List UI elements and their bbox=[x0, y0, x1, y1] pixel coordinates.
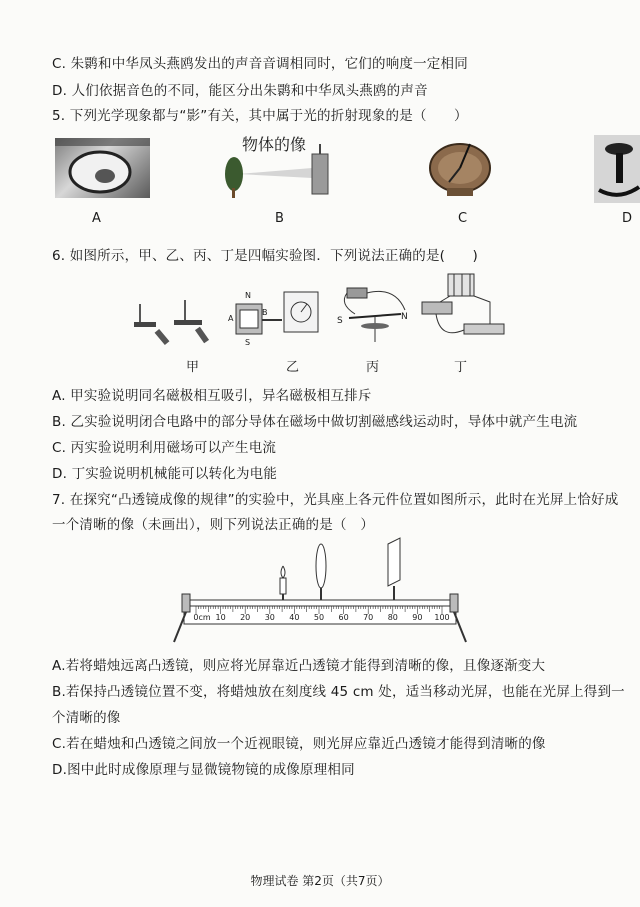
figure-optical-bench bbox=[170, 530, 470, 646]
yi-n-letter: N bbox=[245, 291, 251, 300]
figure-jia-magnets bbox=[130, 292, 220, 352]
photo-car-mirror bbox=[55, 138, 150, 198]
figure-bing-oersted bbox=[335, 280, 415, 352]
q5-label-b: B bbox=[275, 211, 284, 226]
figure-yi-induction bbox=[228, 286, 328, 352]
ruler-label: 20 bbox=[240, 613, 251, 622]
bing-s-letter: S bbox=[337, 316, 343, 326]
yi-s-letter: S bbox=[245, 338, 251, 347]
q7-option-b-line1: B.若保持凸透镜位置不变，将蜡烛放在刻度线 45 cm 处，适当移动光屏，也能在光屏上得到一 bbox=[52, 684, 625, 700]
figure-b-caption: 物体的像 bbox=[242, 135, 307, 154]
question-7-stem-line1: 7. 在探究“凸透镜成像的规律”的实验中，光具座上各元件位置如图所示，此时在光屏上恰好成 bbox=[52, 492, 619, 508]
q6-label-bing: 丙 bbox=[366, 360, 380, 375]
q7-option-c: C.若在蜡烛和凸透镜之间放一个近视眼镜，则光屏应靠近凸透镜才能得到清晰的像 bbox=[52, 736, 546, 752]
ruler-label: 0cm bbox=[193, 613, 211, 622]
ruler-label: 90 bbox=[412, 613, 423, 622]
yi-a-letter: A bbox=[228, 314, 234, 323]
ruler-label: 60 bbox=[338, 613, 349, 622]
figure-pinhole bbox=[220, 130, 340, 202]
question-7-stem-line2: 一个清晰的像（未画出），则下列说法正确的是（ ） bbox=[52, 517, 375, 533]
figure-sundial bbox=[425, 138, 495, 198]
q6-option-c: C. 丙实验说明利用磁场可以产生电流 bbox=[52, 440, 277, 456]
ruler-label: 80 bbox=[387, 613, 398, 622]
q6-label-ding: 丁 bbox=[454, 360, 468, 375]
q5-label-c: C bbox=[458, 211, 468, 226]
question-5-stem: 5. 下列光学现象都与“影”有关，其中属于光的折射现象的是（ ） bbox=[52, 108, 468, 124]
option-d-prev: D. 人们依据音色的不同，能区分出朱鹮和中华凤头燕鸥的声音 bbox=[52, 83, 428, 99]
q7-option-a: A.若将蜡烛远离凸透镜，则应将光屏靠近凸透镜才能得到清晰的像，且像逐渐变大 bbox=[52, 658, 546, 674]
ruler-label: 10 bbox=[215, 613, 226, 622]
question-6-stem: 6. 如图所示，甲、乙、丙、丁是四幅实验图．下列说法正确的是( ) bbox=[52, 248, 479, 264]
yi-b-letter: B bbox=[262, 308, 268, 317]
ruler-label: 100 bbox=[434, 613, 450, 622]
q5-label-d: D bbox=[622, 211, 633, 226]
ruler-label: 40 bbox=[289, 613, 300, 622]
q6-label-jia: 甲 bbox=[186, 360, 200, 375]
q6-option-b: B. 乙实验说明闭合电路中的部分导体在磁场中做切割磁感线运动时，导体中就产生电流 bbox=[52, 414, 578, 430]
page-footer: 物理试卷 第2页（共7页） bbox=[250, 874, 390, 888]
photo-shadow-puppet bbox=[594, 135, 640, 203]
figure-ding-motor bbox=[410, 270, 510, 352]
ruler-label: 70 bbox=[363, 613, 374, 622]
q5-label-a: A bbox=[92, 211, 101, 226]
bing-n-letter: N bbox=[401, 312, 408, 322]
option-c-prev: C. 朱鹮和中华凤头燕鸥发出的声音音调相同时，它们的响度一定相同 bbox=[52, 56, 468, 72]
q7-option-b-line2: 个清晰的像 bbox=[52, 710, 121, 726]
ruler-label: 50 bbox=[313, 613, 325, 622]
q7-option-d: D.图中此时成像原理与显微镜物镜的成像原理相同 bbox=[52, 762, 355, 778]
q6-option-a: A. 甲实验说明同名磁极相互吸引，异名磁极相互排斥 bbox=[52, 388, 372, 404]
q6-option-d: D. 丁实验说明机械能可以转化为电能 bbox=[52, 466, 278, 482]
q6-label-yi: 乙 bbox=[286, 360, 300, 375]
ruler-label: 30 bbox=[264, 613, 275, 622]
